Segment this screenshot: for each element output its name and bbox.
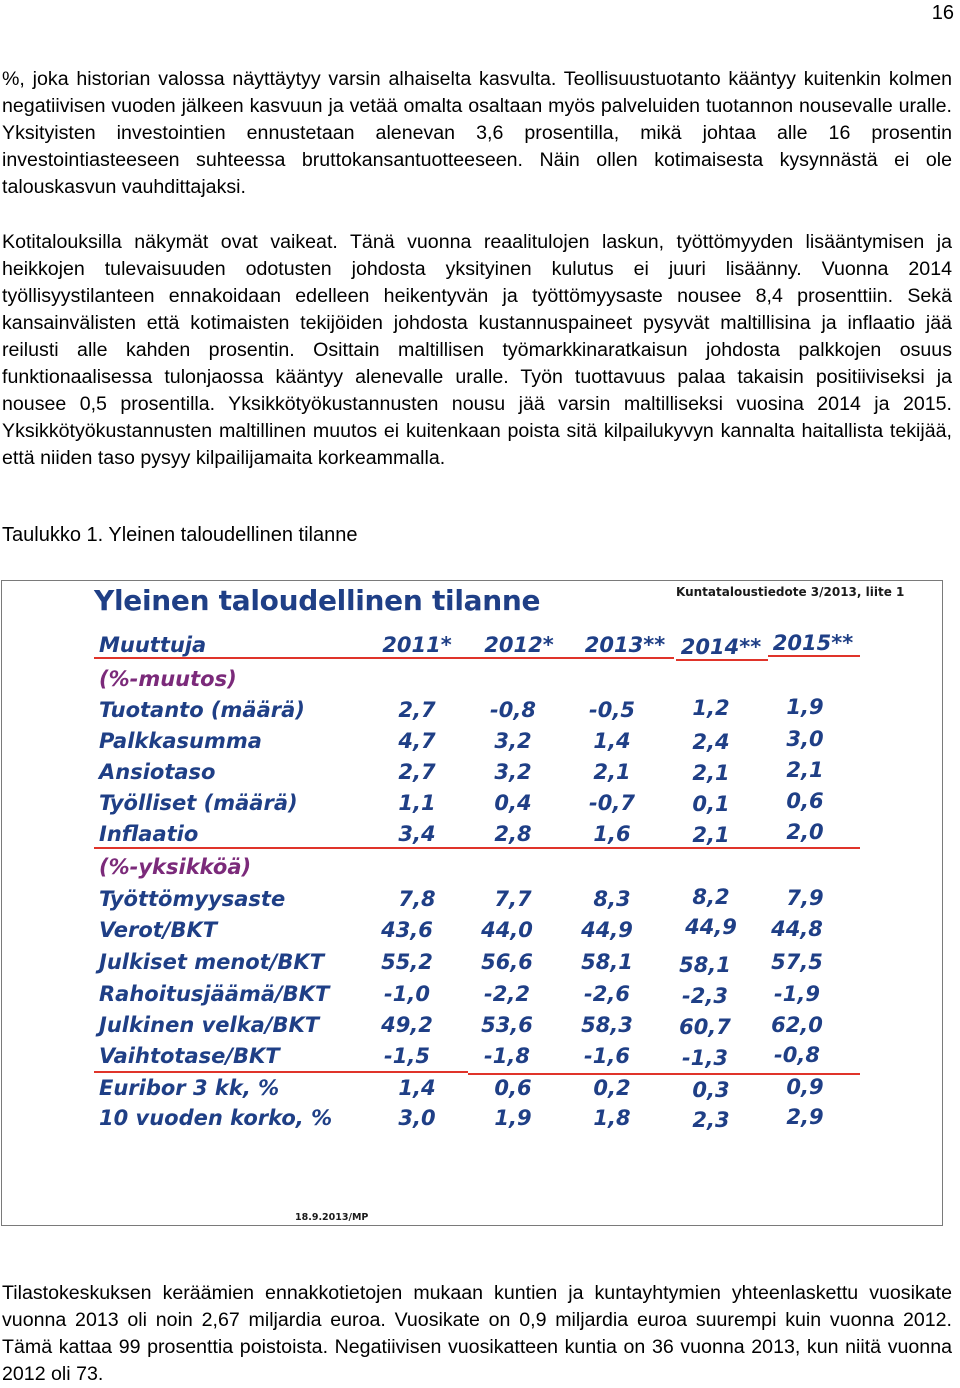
table-cell: 62,0 xyxy=(771,1013,823,1037)
page-number: 16 xyxy=(931,2,954,24)
header-rule xyxy=(768,655,860,657)
table-source: Kuntataloustiedote 3/2013, liite 1 xyxy=(676,585,905,599)
table-cell: 1,9 xyxy=(786,695,824,719)
table-cell: 2,8 xyxy=(494,822,532,846)
header-year: 2012* xyxy=(484,633,554,657)
row-label: Ansiotaso xyxy=(99,760,216,784)
row-label: Työttömyysaste xyxy=(99,887,286,911)
table-title: Yleinen taloudellinen tilanne xyxy=(94,584,541,617)
header-label: Muuttuja xyxy=(99,633,207,657)
header-year: 2011* xyxy=(382,633,452,657)
table-cell: 58,1 xyxy=(679,953,731,977)
table-cell: 55,2 xyxy=(381,950,433,974)
row-label: Julkiset menot/BKT xyxy=(99,950,325,974)
table-cell: -1,8 xyxy=(484,1044,530,1068)
table-cell: -1,5 xyxy=(384,1044,430,1068)
table-cell: 2,7 xyxy=(398,698,436,722)
table-cell: 7,9 xyxy=(786,886,824,910)
table-cell: 3,2 xyxy=(494,729,532,753)
table-cell: 49,2 xyxy=(381,1013,433,1037)
row-label: Inflaatio xyxy=(99,822,199,846)
paragraph-2: Kotitalouksilla näkymät ovat vaikeat. Tänä vuonna reaalitulojen laskun, työttömyyden lisääntymisen ja heikkojen tulevaisuuden odotusten johdosta yksityinen kulutus ei juuri lisäänny. Vuonna 2014 työllisyystilanteen ennakoidaan edelleen heikentyvän ja työttömyysaste nousee 8,4 prosenttiin. Sekä kansainvälisten että kotimaisten tekijöiden johdosta kustannuspaineet pysyvät maltillisina ja inflaatio jää reilusti alle kahden prosentin. Osittain maltillisen työmarkkinaratkaisun johdosta palkkojen osuus funktionaalisessa tulonjaossa kääntyy alenevalle uralle. Työn tuottavuus palaa takaisin positiiviseksi ja nousee 0,5 prosentilla. Yksikkötyökustannusten nousu jää varsin maltilliseksi vuosina 2014 ja 2015. Yksikkötyökustannusten maltillinen muutos ei kuitenkaan poista sitä kilpailukyvyn kannalta haitallista tekijää, että niiden taso pysyy kilpailijamaita korkeammalla. xyxy=(2,231,952,469)
row-label: Euribor 3 kk, % xyxy=(99,1076,280,1100)
table-cell: -0,8 xyxy=(490,698,536,722)
table-cell: -0,5 xyxy=(589,698,635,722)
table-cell: -0,8 xyxy=(774,1043,820,1067)
table-cell: 1,4 xyxy=(398,1076,436,1100)
table-cell: 4,7 xyxy=(398,729,436,753)
table-cell: 2,7 xyxy=(398,760,436,784)
table-cell: 44,0 xyxy=(481,918,533,942)
table-cell: 44,8 xyxy=(771,917,823,941)
table-date: 18.9.2013/MP xyxy=(295,1212,369,1223)
table-cell: 0,4 xyxy=(494,791,532,815)
table-cell: 0,6 xyxy=(786,789,824,813)
header-year: 2015** xyxy=(772,631,854,655)
section-rule xyxy=(94,847,860,849)
table-cell: 1,2 xyxy=(692,696,730,720)
table-cell: 53,6 xyxy=(481,1013,533,1037)
table-cell: 2,3 xyxy=(692,1108,730,1132)
row-label: Palkkasumma xyxy=(99,729,262,753)
table-cell: 43,6 xyxy=(381,918,433,942)
table-cell: -1,3 xyxy=(682,1046,728,1070)
table-cell: -1,0 xyxy=(384,982,430,1006)
table-cell: 1,4 xyxy=(593,729,631,753)
table-cell: 2,4 xyxy=(692,730,730,754)
header-year: 2014** xyxy=(680,635,762,659)
table-cell: 1,1 xyxy=(398,791,436,815)
table-cell: 58,1 xyxy=(581,950,633,974)
table-cell: 7,7 xyxy=(494,887,532,911)
table-caption: Taulukko 1. Yleinen taloudellinen tilanne xyxy=(2,524,358,546)
table-cell: 57,5 xyxy=(771,950,823,974)
table-cell: 2,1 xyxy=(593,760,631,784)
header-rule xyxy=(676,659,768,661)
table-cell: 2,1 xyxy=(692,761,730,785)
table-cell: -1,9 xyxy=(774,982,820,1006)
table-cell: 3,0 xyxy=(398,1106,436,1130)
table-cell: 0,6 xyxy=(494,1076,532,1100)
table-cell: 56,6 xyxy=(481,950,533,974)
economic-situation-table-image xyxy=(1,580,943,1226)
table-cell: 2,1 xyxy=(692,823,730,847)
paragraph-1: %, joka historian valossa näyttäytyy varsin alhaiselta kasvulta. Teollisuustuotanto kääntyy kuitenkin kolmen negatiivisen vuoden jälkeen kasvuun ja vetää omalta osaltaan myös palveluiden tuotannon nousevalle uralle. Yksityisten investointien ennustetaan alenevan 3,6 prosentilla, mikä johtaa alle 16 prosentin investointiasteeseen suhteessa bruttokansantuotteeseen. Näin ollen kotimaisesta kysynnästä ei ole talouskasvun vauhdittajaksi. xyxy=(2,68,952,198)
table-cell: 58,3 xyxy=(581,1013,633,1037)
table-cell: 60,7 xyxy=(679,1015,731,1039)
table-cell: -1,6 xyxy=(584,1044,630,1068)
table-cell: 3,0 xyxy=(786,727,824,751)
table-cell: 0,1 xyxy=(692,792,730,816)
header-rule xyxy=(94,657,674,659)
paragraph-3: Tilastokeskuksen keräämien ennakkotietojen mukaan kuntien ja kuntayhtymien yhteenlaskettu vuosikate vuonna 2013 oli noin 2,67 miljardia euroa. Vuosikate on 0,9 miljardia euroa suurempi kuin vuonna 2012. Tämä kattaa 99 prosenttia poistoista. Negatiivisen vuosikatteen kuntia on 36 vuonna 2013, kun niitä vuonna 2012 oli 73. xyxy=(2,1282,952,1385)
table-cell: -2,2 xyxy=(484,982,530,1006)
table-cell: -0,7 xyxy=(589,791,635,815)
table-cell: 8,2 xyxy=(692,885,730,909)
table-cell: 1,6 xyxy=(593,822,631,846)
table-cell: 1,9 xyxy=(494,1106,532,1130)
table-cell: 1,8 xyxy=(593,1106,631,1130)
row-label: Työlliset (määrä) xyxy=(99,791,298,815)
table-cell: 44,9 xyxy=(685,915,737,939)
table-cell: 0,3 xyxy=(692,1078,730,1102)
table-cell: -2,6 xyxy=(584,982,630,1006)
table-cell: -2,3 xyxy=(682,984,728,1008)
section-title: (%-yksikköä) xyxy=(99,855,252,879)
table-cell: 44,9 xyxy=(581,918,633,942)
header-year: 2013** xyxy=(584,633,666,657)
row-label: Verot/BKT xyxy=(99,918,218,942)
table-cell: 2,9 xyxy=(786,1105,824,1129)
table-cell: 7,8 xyxy=(398,887,436,911)
row-label: 10 vuoden korko, % xyxy=(99,1106,333,1130)
table-cell: 0,9 xyxy=(786,1075,824,1099)
section-rule xyxy=(94,1071,468,1073)
table-cell: 2,0 xyxy=(786,820,824,844)
table-cell: 3,4 xyxy=(398,822,436,846)
table-cell: 2,1 xyxy=(786,758,824,782)
row-label: Rahoitusjäämä/BKT xyxy=(99,982,330,1006)
row-label: Julkinen velka/BKT xyxy=(99,1013,320,1037)
section-title: (%-muutos) xyxy=(99,667,237,691)
table-cell: 8,3 xyxy=(593,887,631,911)
row-label: Vaihtotase/BKT xyxy=(99,1044,280,1068)
table-cell: 3,2 xyxy=(494,760,532,784)
table-cell: 0,2 xyxy=(593,1076,631,1100)
row-label: Tuotanto (määrä) xyxy=(99,698,305,722)
